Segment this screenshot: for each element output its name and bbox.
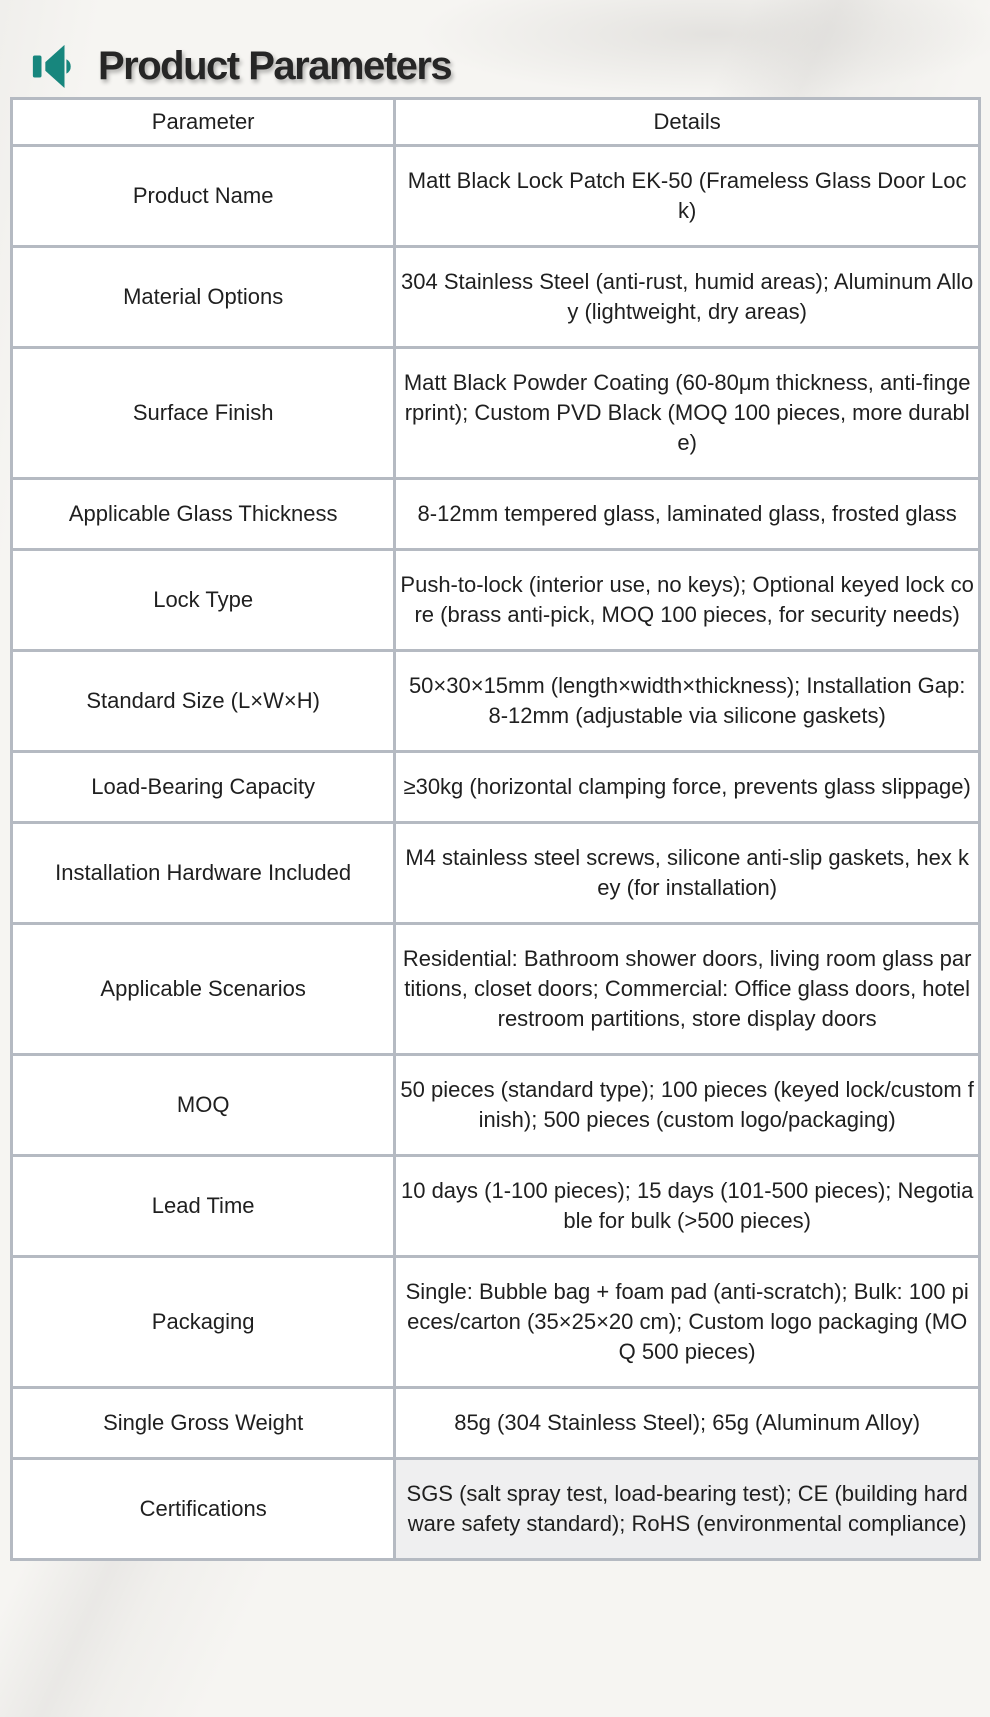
parameter-cell: Product Name <box>12 146 395 247</box>
details-cell: Single: Bubble bag + foam pad (anti-scratch); Bulk: 100 pieces/carton (35×25×20 cm); Custom logo packaging (MOQ 500 pieces) <box>395 1257 980 1388</box>
details-cell: 10 days (1-100 pieces); 15 days (101-500 pieces); Negotiable for bulk (>500 pieces) <box>395 1156 980 1257</box>
table-row <box>12 550 980 651</box>
table-row <box>12 1257 980 1388</box>
parameter-cell: MOQ <box>12 1055 395 1156</box>
parameter-cell: Applicable Scenarios <box>12 924 395 1055</box>
parameter-cell: Single Gross Weight <box>12 1388 395 1459</box>
details-cell: 304 Stainless Steel (anti-rust, humid areas); Aluminum Alloy (lightweight, dry areas) <box>395 247 980 348</box>
column-header-details: Details <box>395 99 980 146</box>
parameter-cell: Applicable Glass Thickness <box>12 479 395 550</box>
parameter-cell: Surface Finish <box>12 348 395 479</box>
parameter-cell: Lead Time <box>12 1156 395 1257</box>
parameter-cell: Standard Size (L×W×H) <box>12 651 395 752</box>
details-cell: Residential: Bathroom shower doors, living room glass partitions, closet doors; Commercial: Office glass doors, hotel restroom partitions, store display doors <box>395 924 980 1055</box>
table-row <box>12 247 980 348</box>
parameter-cell: Installation Hardware Included <box>12 823 395 924</box>
speaker-icon <box>30 41 76 91</box>
parameter-cell: Certifications <box>12 1459 395 1560</box>
details-cell: M4 stainless steel screws, silicone anti-slip gaskets, hex key (for installation) <box>395 823 980 924</box>
product-parameters-page <box>0 38 990 1717</box>
details-cell: Push-to-lock (interior use, no keys); Optional keyed lock core (brass anti-pick, MOQ 100 pieces, for security needs) <box>395 550 980 651</box>
details-cell: 8-12mm tempered glass, laminated glass, frosted glass <box>395 479 980 550</box>
details-cell: Matt Black Lock Patch EK-50 (Frameless Glass Door Lock) <box>395 146 980 247</box>
table-row <box>12 146 980 247</box>
parameter-cell: Load-Bearing Capacity <box>12 752 395 823</box>
table-row <box>12 924 980 1055</box>
table-row <box>12 1388 980 1459</box>
table-row <box>12 479 980 550</box>
details-cell: 50 pieces (standard type); 100 pieces (keyed lock/custom finish); 500 pieces (custom logo/packaging) <box>395 1055 980 1156</box>
column-header-parameter: Parameter <box>12 99 395 146</box>
details-cell: 50×30×15mm (length×width×thickness); Installation Gap: 8-12mm (adjustable via silicone gaskets) <box>395 651 980 752</box>
section-header <box>30 38 990 94</box>
parameter-cell: Lock Type <box>12 550 395 651</box>
parameter-cell: Material Options <box>12 247 395 348</box>
parameter-cell: Packaging <box>12 1257 395 1388</box>
details-cell: ≥30kg (horizontal clamping force, prevents glass slippage) <box>395 752 980 823</box>
table-row <box>12 1156 980 1257</box>
product-parameters-table <box>10 97 981 1561</box>
table-row <box>12 823 980 924</box>
details-cell: 85g (304 Stainless Steel); 65g (Aluminum Alloy) <box>395 1388 980 1459</box>
table-header-row <box>12 99 980 146</box>
details-cell: Matt Black Powder Coating (60-80μm thickness, anti-fingerprint); Custom PVD Black (MOQ 100 pieces, more durable) <box>395 348 980 479</box>
table-row <box>12 651 980 752</box>
table-row <box>12 1459 980 1560</box>
page-title: Product Parameters <box>98 43 452 88</box>
details-cell: SGS (salt spray test, load-bearing test); CE (building hardware safety standard); RoHS (environmental compliance) <box>395 1459 980 1560</box>
table-row <box>12 752 980 823</box>
table-row <box>12 1055 980 1156</box>
table-row <box>12 348 980 479</box>
